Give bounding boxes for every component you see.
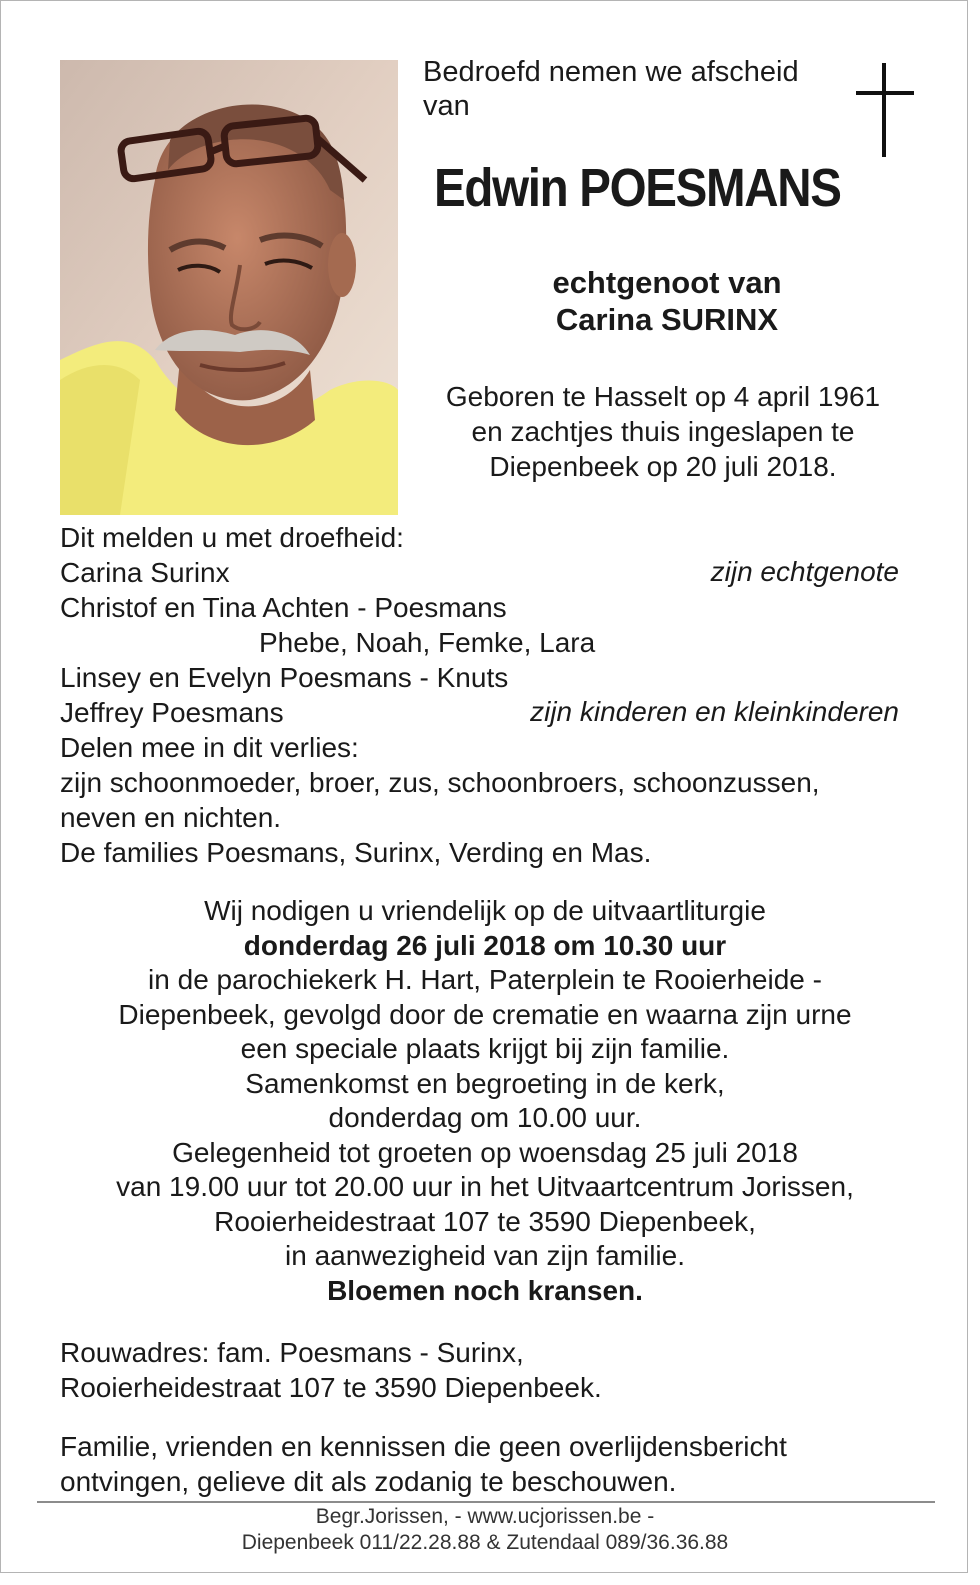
funeral-line: Gelegenheid tot groeten op woensdag 25 juli 2018 [172,1136,798,1168]
mourning-address-line-2: Rooierheidestraat 107 te 3590 Diepenbeek. [60,1372,602,1403]
funeral-line: Rooierheidestraat 107 te 3590 Diepenbeek, [214,1205,756,1237]
announcers-heading: Dit melden u met droefheid: [60,522,404,553]
intro-line-1: Bedroefd nemen we afscheid [423,56,799,88]
funeral-line: Diepenbeek, gevolgd door de crematie en waarna zijn urne [118,998,852,1030]
intro-line-2: van [423,90,470,122]
funeral-line: van 19.00 uur tot 20.00 uur in het Uitvaartcentrum Jorissen, [116,1171,854,1202]
share-heading: Delen mee in dit verlies: [60,732,359,763]
funeral-line: donderdag om 10.00 uur. [328,1102,642,1133]
deceased-name: Edwin POESMANS [434,158,841,218]
share-line: zijn schoonmoeder, broer, zus, schoonbroers, schoonzussen, [60,767,820,798]
notice-line-1: Familie, vrienden en kennissen die geen overlijdensbericht [60,1431,787,1462]
portrait-photo [60,60,398,515]
families-line: De families Poesmans, Surinx, Verding en Mas. [60,837,652,868]
notice-line-2: ontvingen, gelieve dit als zodanig te beschouwen. [60,1466,677,1497]
announcer-name: Christof en Tina Achten - Poesmans [60,592,507,623]
grandchildren-names: Phebe, Noah, Femke, Lara [259,627,596,658]
share-line: neven en nichten. [60,802,282,833]
spouse-block [421,264,913,338]
announcer-relation: zijn kinderen en kleinkinderen [530,696,899,727]
announcer-name: Jeffrey Poesmans [60,697,284,728]
birth-death-text [413,379,913,484]
funeral-line: in de parochiekerk H. Hart, Paterplein te Rooierheide - [148,964,822,995]
spouse-name: Carina SURINX [555,302,779,337]
death-line-2: Diepenbeek op 20 juli 2018. [489,451,837,482]
funeral-invite: Wij nodigen u vriendelijk op de uitvaartliturgie [204,895,766,926]
announcer-name: Carina Surinx [60,557,230,588]
spouse-label: echtgenoot van [552,265,782,300]
death-line-1: en zachtjes thuis ingeslapen te [471,416,855,447]
footer-divider [37,1501,935,1503]
funeral-line: Samenkomst en begroeting in de kerk, [245,1067,725,1099]
funeral-datetime: donderdag 26 juli 2018 om 10.30 uur [243,929,727,961]
funeral-details [41,894,929,1308]
footer-line-2: Diepenbeek 011/22.28.88 & Zutendaal 089/36.36.88 [241,1531,729,1554]
no-flowers: Bloemen noch kransen. [327,1274,643,1306]
announcer-name: Linsey en Evelyn Poesmans - Knuts [60,662,509,693]
funeral-line: een speciale plaats krijgt bij zijn familie. [240,1033,730,1064]
announcer-relation: zijn echtgenote [710,556,899,587]
cross-icon [856,63,914,157]
funeral-home-footer [41,1504,929,1556]
intro-text [423,55,799,123]
footer-line-1: Begr.Jorissen, - www.ucjorissen.be - [315,1505,655,1528]
mourning-address-line-1: Rouwadres: fam. Poesmans - Surinx, [60,1337,524,1368]
funeral-line: in aanwezigheid van zijn familie. [285,1240,685,1271]
birth-line: Geboren te Hasselt op 4 april 1961 [445,381,881,412]
